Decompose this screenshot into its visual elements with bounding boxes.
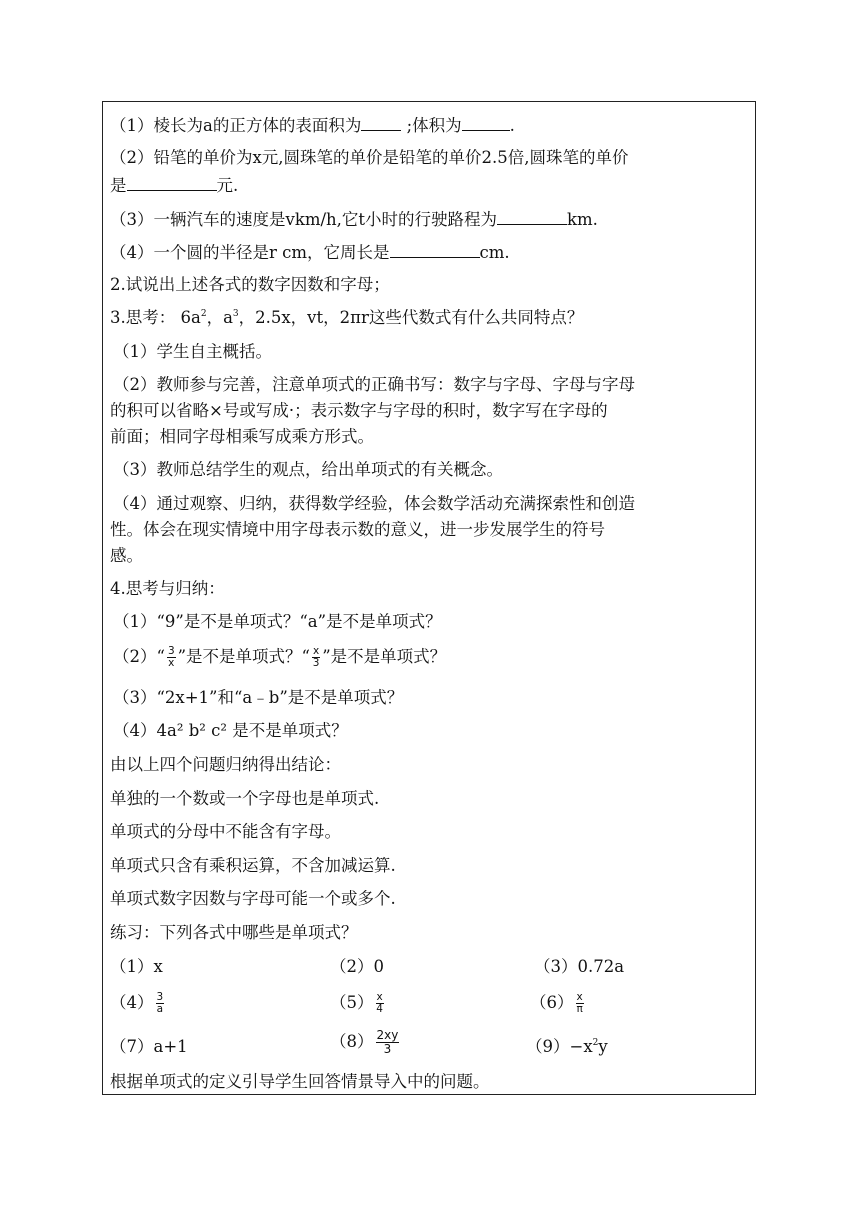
question-2-text-3: 元. [216, 176, 239, 195]
exercise-label: （9） [526, 1037, 570, 1056]
think-item-2-text-3: ”是不是单项式？ [322, 647, 447, 666]
sub-item-3: （3）教师总结学生的观点，给出单项式的有关概念。 [113, 460, 503, 479]
question-3-text-2: km. [567, 210, 598, 229]
closing-instruction: 根据单项式的定义引导学生回答情景导入中的问题。 [110, 1072, 490, 1091]
think-item-3: （3）“2x+1”和“a﹣b”是不是单项式？ [113, 688, 404, 707]
fraction [376, 1029, 400, 1056]
exercise-expr: −x [569, 1037, 593, 1056]
denominator: 3 [383, 1042, 392, 1056]
numerator: x [376, 991, 383, 1003]
conclusion-2: 单项式的分母中不能含有字母。 [110, 822, 341, 841]
exercise-item-1: （1）x [110, 957, 163, 976]
numerator: x [313, 645, 320, 657]
answer-blank [497, 208, 567, 225]
exercise-item-7: （7）a+1 [110, 1037, 188, 1056]
numerator: 2xy [376, 1028, 399, 1042]
fraction [312, 646, 320, 669]
question-3-text: （3）一辆汽车的速度是vkm/h,它t小时的行驶路程为 [110, 210, 498, 229]
sub-item-4-line-1: （4）通过观察、归纳，获得数学经验，体会数学活动充满探索性和创造 [113, 494, 635, 513]
question-1-text-3: . [509, 116, 515, 135]
exercise-heading: 练习：下列各式中哪些是单项式？ [110, 923, 358, 942]
sub-item-1: （1）学生自主概括。 [113, 342, 272, 361]
exercise-label: （6） [530, 993, 574, 1012]
step-3-line [110, 308, 583, 328]
answer-blank [390, 241, 480, 258]
exercise-expr-2: y [598, 1037, 608, 1056]
question-4-text: （4）一个圆的半径是r cm，它周长是 [110, 243, 390, 262]
question-2-text: （2）铅笔的单价为x元,圆珠笔的单价是铅笔的单价2.5倍,圆珠笔的单价 [110, 148, 629, 167]
exercise-label: （5） [330, 993, 374, 1012]
exercise-item-4 [110, 992, 166, 1015]
exercise-item-2: （2）0 [330, 957, 384, 976]
denominator: π [576, 1003, 583, 1015]
sub-item-4-line-2: 性。体会在现实情境中用字母表示数的意义，进一步发展学生的符号 [110, 520, 605, 539]
exponent: 2 [200, 309, 207, 319]
question-4-line [110, 241, 510, 263]
think-item-4: （4）4a² b² c² 是不是单项式？ [113, 721, 348, 740]
think-item-2 [113, 646, 446, 669]
step-2-text: 2.试说出上述各式的数字因数和字母； [110, 275, 390, 294]
think-item-1: （1）“9”是不是单项式？“a”是不是单项式？ [113, 612, 442, 631]
think-item-2-text-2: ”是不是单项式？“ [177, 647, 310, 666]
question-1-text: （1）棱长为a的正方体的表面积为 [110, 116, 362, 135]
fraction [167, 646, 176, 669]
numerator: 3 [167, 645, 175, 657]
denominator: 3 [312, 657, 320, 669]
exercise-label: （8） [330, 1032, 374, 1051]
conclusion-4: 单项式数字因数与字母可能一个或多个. [110, 889, 396, 908]
fraction [576, 992, 584, 1015]
question-1-text-2: ;体积为 [401, 116, 462, 135]
fraction [156, 992, 165, 1015]
question-2-text-2: 是 [110, 176, 127, 195]
exercise-item-5 [330, 992, 386, 1015]
step-3-text: 3.思考： 6a [110, 308, 201, 327]
question-2-line-2 [110, 174, 238, 196]
denominator: x [168, 657, 175, 669]
question-3-line [110, 208, 598, 230]
sub-item-2-line-1: （2）教师参与完善，注意单项式的正确书写：数字与字母、字母与字母 [113, 375, 635, 394]
numerator: x [576, 991, 583, 1003]
exponent: 2 [592, 1038, 599, 1048]
step-4-heading: 4.思考与归纳： [110, 579, 225, 598]
question-4-text-2: cm. [479, 243, 510, 262]
sub-item-2-line-3: 前面；相同字母相乘写成乘方形式。 [110, 427, 374, 446]
sub-item-4-line-3: 感。 [110, 546, 143, 565]
exercise-item-9 [526, 1037, 608, 1057]
exercise-item-8 [330, 1029, 401, 1056]
think-item-2-text: （2）“ [113, 647, 165, 666]
exponent: 3 [232, 309, 239, 319]
exercise-item-3: （3）0.72a [534, 957, 625, 976]
conclusion-heading: 由以上四个问题归纳得出结论： [110, 755, 341, 774]
answer-blank [462, 114, 510, 131]
exercise-item-6 [530, 992, 586, 1015]
conclusion-1: 单独的一个数或一个字母也是单项式. [110, 789, 380, 808]
question-1-line [110, 114, 515, 136]
denominator: a [156, 1003, 164, 1015]
fraction [376, 992, 384, 1015]
sub-item-2-line-2: 的积可以省略×号或写成·；表示数字与字母的积时，数字写在字母的 [110, 401, 608, 420]
step-3-text-3: ，2.5x，vt，2πr这些代数式有什么共同特点？ [238, 308, 584, 327]
denominator: 4 [376, 1003, 383, 1015]
numerator: 3 [156, 991, 164, 1003]
question-2-line-1 [110, 148, 629, 168]
step-3-text-2: ，a [206, 308, 233, 327]
exercise-label: （4） [110, 993, 154, 1012]
conclusion-3: 单项式只含有乘积运算，不含加减运算. [110, 856, 396, 875]
answer-blank [127, 174, 217, 191]
answer-blank [361, 114, 401, 131]
